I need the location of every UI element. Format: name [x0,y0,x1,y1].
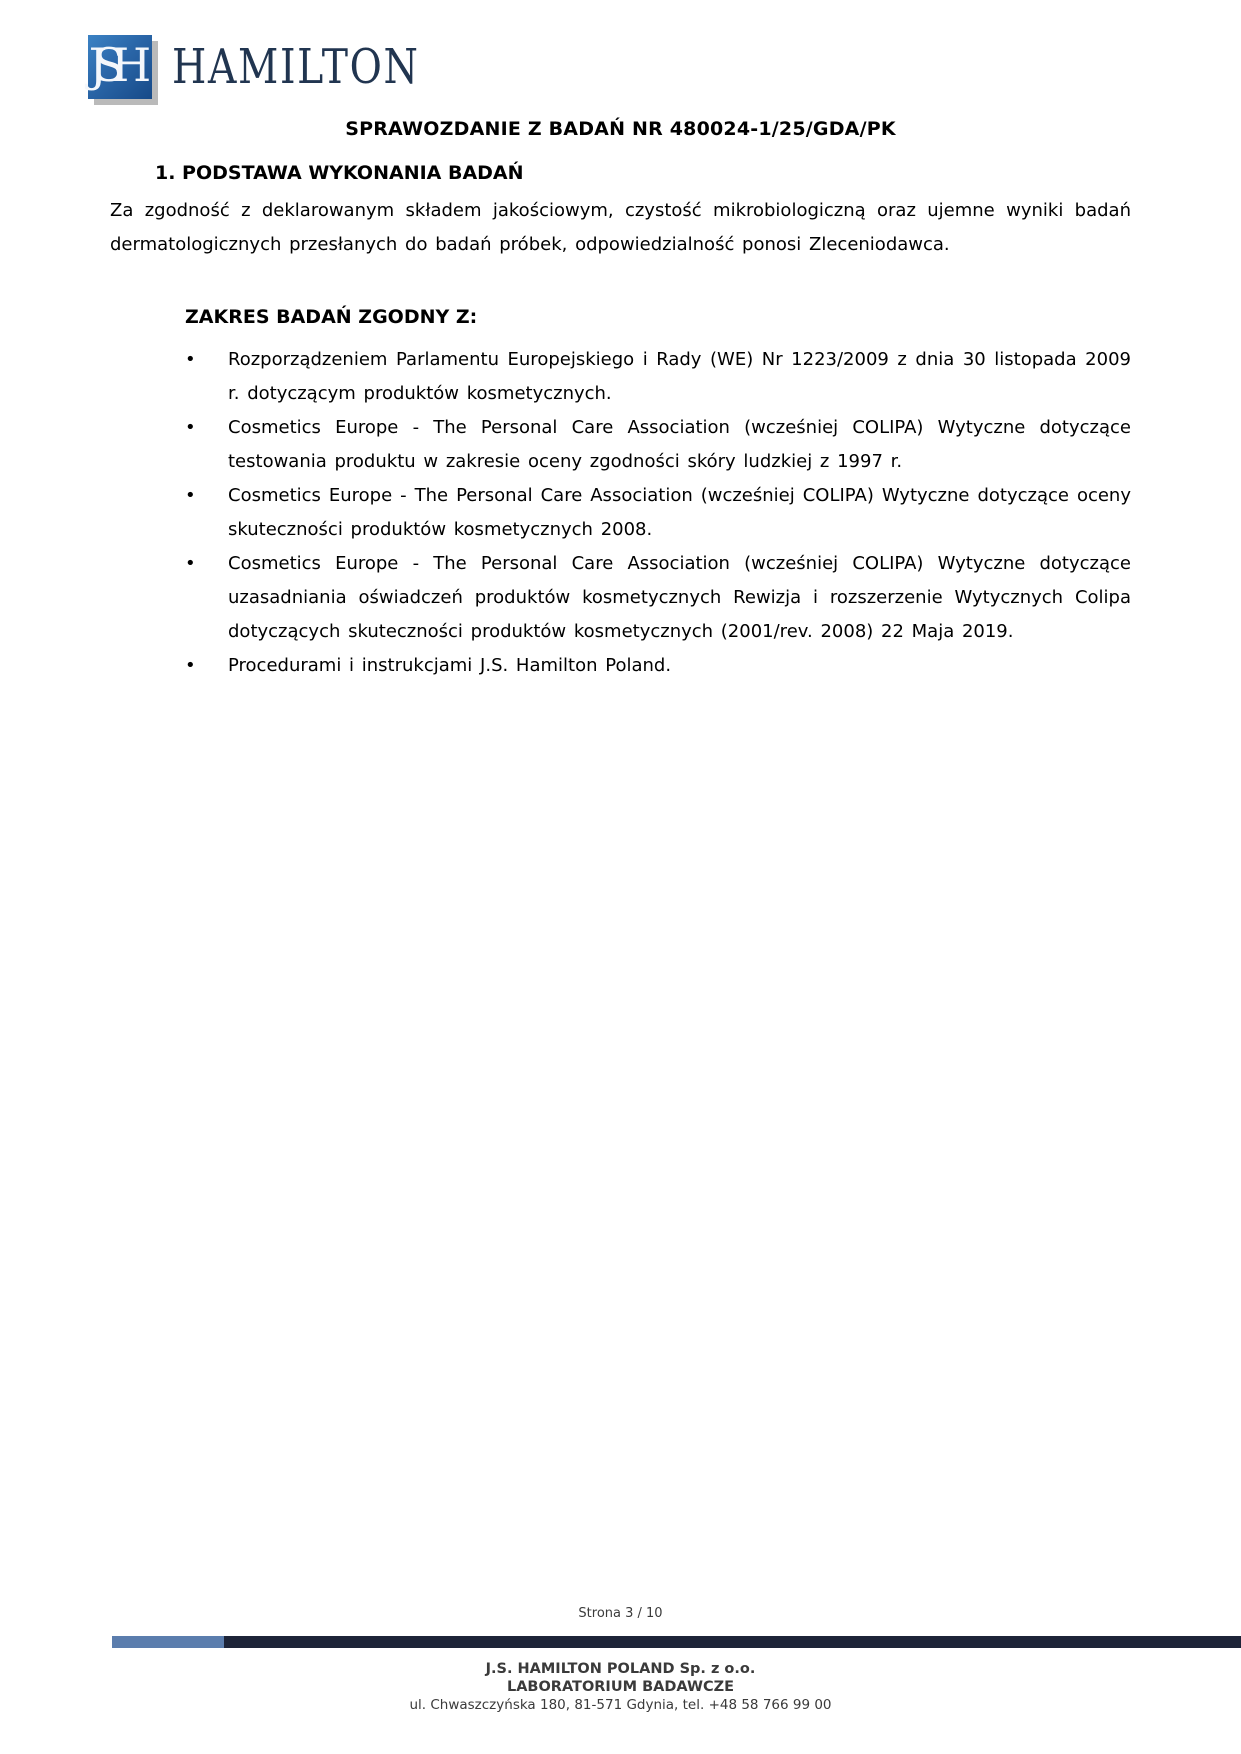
list-item-text: Cosmetics Europe - The Personal Care Association (wcześniej COLIPA) Wytyczne dotyczące uzasadniania oświadczeń produktów kosmetycznych Rewizja i rozszerzenie Wytycznych Colipa dotyczących skuteczności produktów kosmetycznych (2001/rev. 2008) 22 Maja 2019. [228,553,1131,642]
footer-company-name: J.S. HAMILTON POLAND Sp. z o.o. [485,1661,756,1677]
bullet-icon: • [185,553,196,574]
list-item-text: Cosmetics Europe - The Personal Care Association (wcześniej COLIPA) Wytyczne dotyczące testowania produktu w zakresie oceny zgodności skóry ludzkiej z 1997 r. [228,417,1131,472]
list-item [110,479,1131,547]
footer-divider-accent [112,1636,224,1648]
bullet-icon: • [185,485,196,506]
section1-paragraph: Za zgodność z deklarowanym składem jakościowym, czystość mikrobiologiczną oraz ujemne wyniki badań dermatologicznych przesłanych do badań próbek, odpowiedzialność ponosi Zleceniodawca. [110,200,1131,255]
scope-heading: ZAKRES BADAŃ ZGODNY Z: [185,306,478,328]
list-item [110,343,1131,411]
logo-wordmark: HAMILTON [172,39,420,95]
list-item-text: Procedurami i instrukcjami J.S. Hamilton Poland. [228,655,672,676]
list-item [110,411,1131,479]
footer-divider-bar [112,1636,1241,1648]
list-item [110,649,1131,683]
bullet-icon: • [185,349,196,370]
list-item [110,547,1131,649]
bullet-icon: • [185,655,196,676]
bullet-icon: • [185,417,196,438]
logo-monogram: JSH [88,38,138,92]
list-item-text: Cosmetics Europe - The Personal Care Association (wcześniej COLIPA) Wytyczne dotyczące oceny skuteczności produktów kosmetycznych 2008. [228,485,1131,540]
jsh-logo-icon [88,35,152,99]
footer-company-block [0,1660,1241,1714]
company-logo [88,32,1131,102]
page-number: Strona 3 / 10 [578,1606,663,1621]
page-content [0,32,1241,683]
footer-company-address: ul. Chwaszczyńska 180, 81-571 Gdynia, tel. +48 58 766 99 00 [409,1697,832,1713]
footer-company-unit: LABORATORIUM BADAWCZE [506,1679,735,1695]
report-title: SPRAWOZDANIE Z BADAŃ NR 480024-1/25/GDA/PK [345,118,896,140]
section1-heading: 1. PODSTAWA WYKONANIA BADAŃ [155,162,524,184]
list-item-text: Rozporządzeniem Parlamentu Europejskiego i Rady (WE) Nr 1223/2009 z dnia 30 listopada 2009 r. dotyczącym produktów kosmetycznych. [228,349,1131,404]
scope-list [110,343,1131,683]
